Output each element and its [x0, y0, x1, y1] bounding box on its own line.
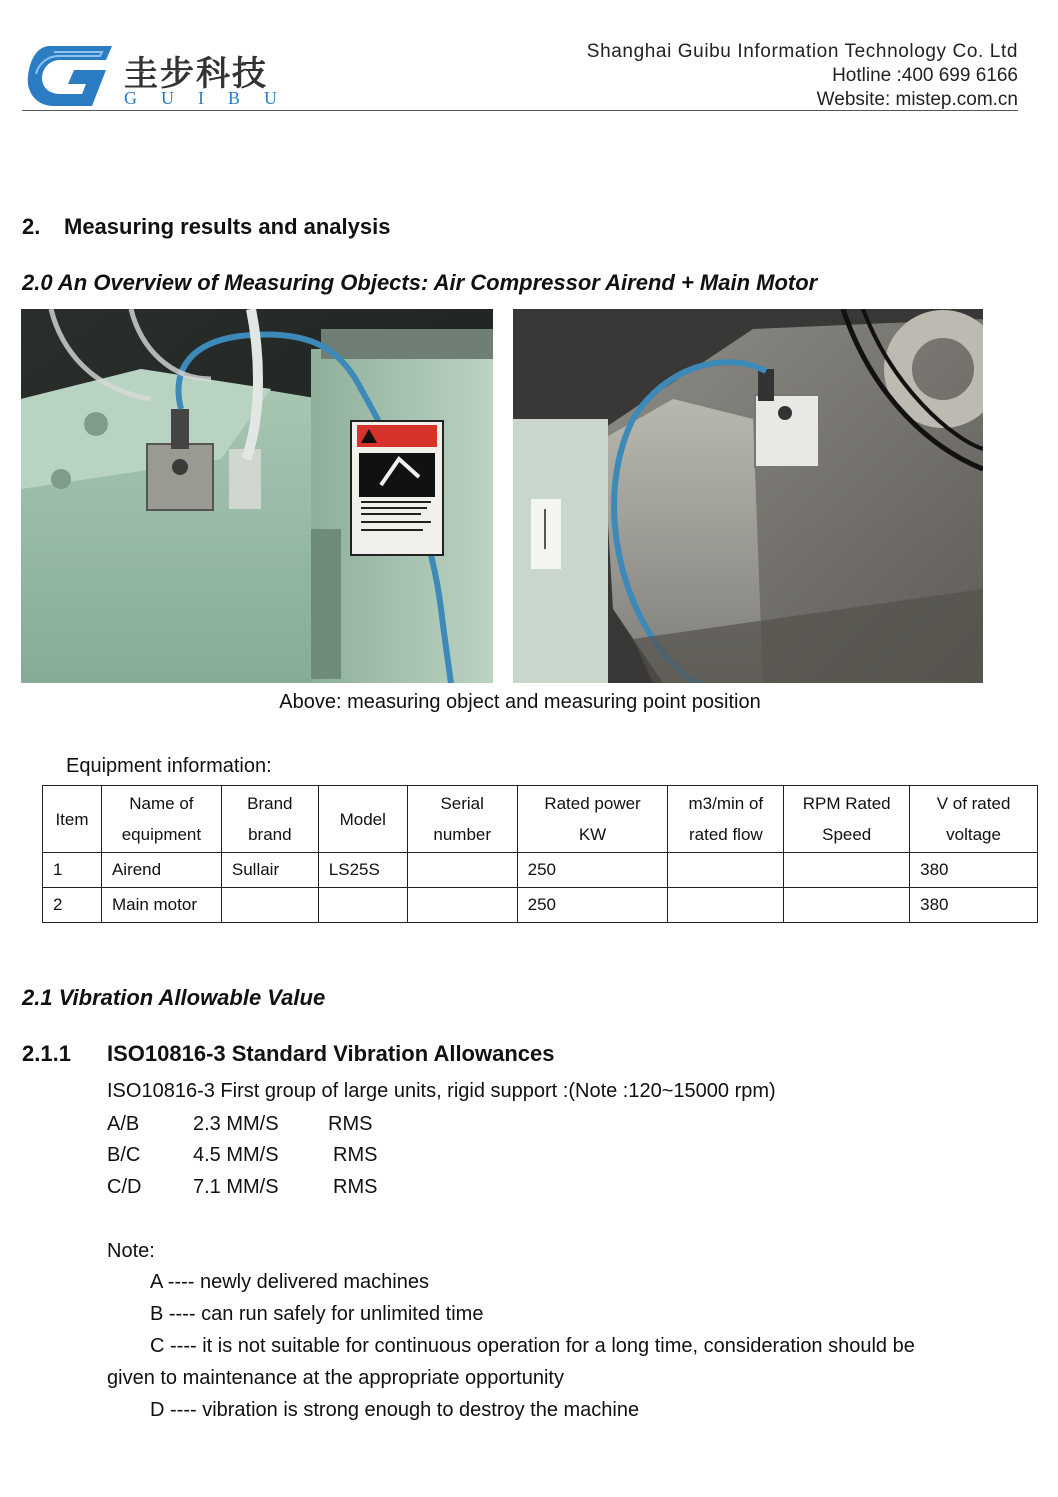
note-c-line2: given to maintenance at the appropriate opportunity: [107, 1367, 564, 1389]
note-title: Note:: [107, 1240, 155, 1262]
cell-flow: [668, 853, 784, 888]
table-header-row: [43, 786, 1038, 853]
cell-brand: [221, 888, 318, 923]
photo-caption: Above: measuring object and measuring point position: [279, 691, 761, 713]
cell-rpm: [784, 888, 910, 923]
company-hotline: Hotline :400 699 6166: [832, 65, 1018, 86]
cell-brand: Sullair: [221, 853, 318, 888]
section-heading: [22, 214, 390, 240]
col-header-voltage: V of rated voltage: [910, 786, 1038, 853]
cell-serial: [407, 853, 517, 888]
company-logo: [22, 40, 122, 112]
col-header-power: Rated power KW: [517, 786, 668, 853]
equipment-info-title: Equipment information:: [66, 755, 272, 777]
cell-flow: [668, 888, 784, 923]
grade-value: 4.5 MM/S: [193, 1144, 279, 1166]
cell-power: 250: [517, 853, 668, 888]
grade-unit: RMS: [328, 1113, 373, 1135]
grade-zone: B/C: [107, 1144, 141, 1166]
standard-number: 2.1.1: [22, 1041, 71, 1066]
equipment-table: [42, 785, 1038, 923]
cell-name: Main motor: [101, 888, 221, 923]
section-title: Measuring results and analysis: [64, 214, 391, 239]
grade-zone: C/D: [107, 1176, 142, 1198]
grade-value: 7.1 MM/S: [193, 1176, 279, 1198]
col-header-item: Item: [43, 786, 102, 853]
col-header-serial: Serial number: [407, 786, 517, 853]
cell-rpm: [784, 853, 910, 888]
col-header-model: Model: [318, 786, 407, 853]
company-name: Shanghai Guibu Information Technology Co. Ltd: [586, 41, 1018, 62]
photo-airend-measuring-point: [21, 309, 493, 683]
cell-voltage: 380: [910, 853, 1038, 888]
company-website: Website: mistep.com.cn: [816, 89, 1018, 110]
cell-model: LS25S: [318, 853, 407, 888]
cell-serial: [407, 888, 517, 923]
header-divider: [22, 110, 1018, 111]
cell-power: 250: [517, 888, 668, 923]
col-header-brand: Brand brand: [221, 786, 318, 853]
cell-model: [318, 888, 407, 923]
note-c-line1: C ---- it is not suitable for continuous operation for a long time, consideration should be: [150, 1335, 915, 1357]
cell-voltage: 380: [910, 888, 1038, 923]
col-header-flow: m3/min of rated flow: [668, 786, 784, 853]
cell-item: 2: [43, 888, 102, 923]
logo-english-name: GUIBU: [124, 88, 301, 108]
overview-heading: 2.0 An Overview of Measuring Objects: Air Compressor Airend + Main Motor: [22, 270, 818, 295]
note-b: B ---- can run safely for unlimited time: [150, 1303, 484, 1325]
grade-zone: A/B: [107, 1113, 140, 1135]
standard-description: ISO10816-3 First group of large units, rigid support :(Note :120~15000 rpm): [107, 1080, 776, 1102]
vibration-heading: 2.1 Vibration Allowable Value: [22, 985, 326, 1010]
section-number: 2.: [22, 214, 41, 239]
table-row: [43, 853, 1038, 888]
grade-value: 2.3 MM/S: [193, 1113, 279, 1135]
table-row: [43, 888, 1038, 923]
grade-unit: RMS: [333, 1144, 378, 1166]
standard-title: ISO10816-3 Standard Vibration Allowances: [107, 1041, 555, 1066]
photo-motor-measuring-point: [513, 309, 983, 683]
logo-chinese-name: 圭步科技: [124, 55, 268, 93]
company-info: [587, 40, 1018, 112]
standard-heading: [22, 1041, 555, 1067]
grade-unit: RMS: [333, 1176, 378, 1198]
note-a: A ---- newly delivered machines: [150, 1271, 429, 1293]
cell-item: 1: [43, 853, 102, 888]
col-header-name: Name of equipment: [101, 786, 221, 853]
col-header-rpm: RPM Rated Speed: [784, 786, 910, 853]
cell-name: Airend: [101, 853, 221, 888]
note-d: D ---- vibration is strong enough to destroy the machine: [150, 1399, 640, 1421]
